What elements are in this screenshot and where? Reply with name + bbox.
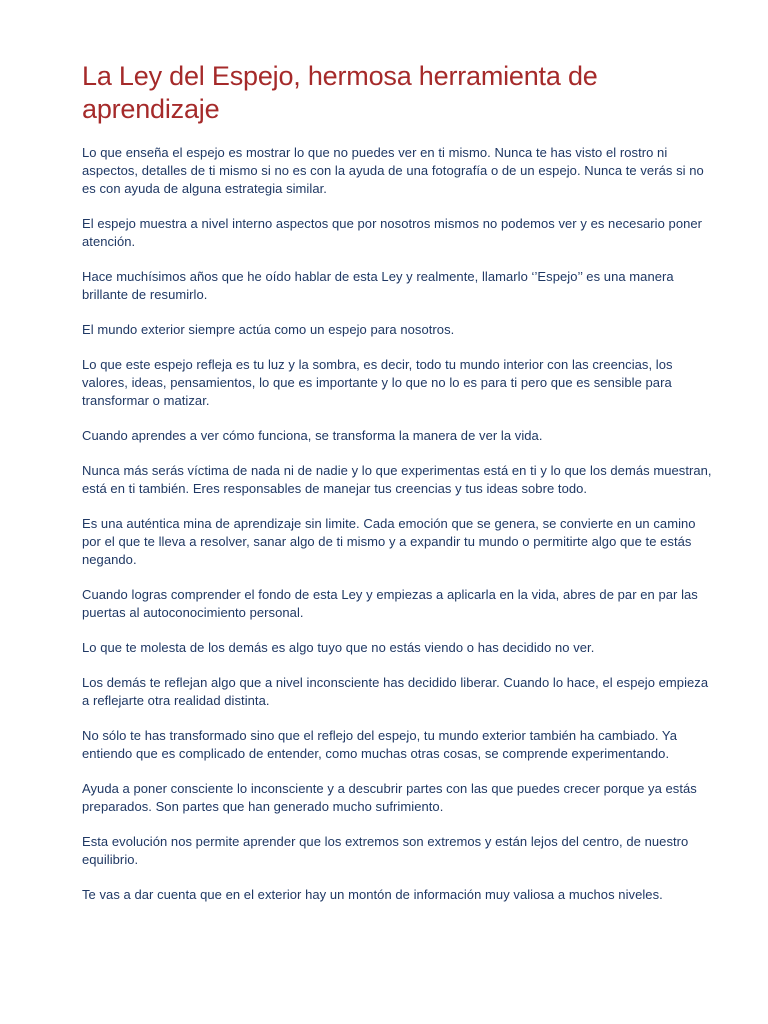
- paragraph: Esta evolución nos permite aprender que los extremos son extremos y están lejos del centro, de nuestro equilibrio.: [82, 834, 689, 867]
- paragraph: Cuando logras comprender el fondo de esta Ley y empiezas a aplicarla en la vida, abres de par en par las puertas al autoconocimiento personal.: [82, 587, 698, 620]
- paragraph: Cuando aprendes a ver cómo funciona, se transforma la manera de ver la vida.: [82, 428, 543, 443]
- paragraph: Lo que este espejo refleja es tu luz y la sombra, es decir, todo tu mundo interior con las creencias, los valores, ideas, pensamientos, lo que es importante y lo que no lo es para ti pero que es sensible para transformar o matizar.: [82, 357, 673, 408]
- paragraph: El mundo exterior siempre actúa como un espejo para nosotros.: [82, 322, 455, 337]
- paragraph: El espejo muestra a nivel interno aspectos que por nosotros mismos no podemos ver y es necesario poner atención.: [82, 216, 703, 249]
- paragraph: Te vas a dar cuenta que en el exterior hay un montón de información muy valiosa a muchos niveles.: [82, 887, 663, 902]
- paragraph: Ayuda a poner consciente lo inconsciente y a descubrir partes con las que puedes crecer porque ya estás preparados. Son partes que han generado mucho sufrimiento.: [82, 781, 697, 814]
- paragraph: Nunca más serás víctima de nada ni de nadie y lo que experimentas está en ti y lo que los demás muestran, está en ti también. Eres responsables de manejar tus creencias y tus ideas sobre todo.: [82, 463, 712, 496]
- document-body: [82, 144, 716, 904]
- paragraph: Hace muchísimos años que he oído hablar de esta Ley y realmente, llamarlo ‘’Espejo’’ es una manera brillante de resumirlo.: [82, 269, 674, 302]
- paragraph: Lo que enseña el espejo es mostrar lo que no puedes ver en ti mismo. Nunca te has visto el rostro ni aspectos, detalles de ti mismo si no es con la ayuda de una fotografía o de un espejo. Nunca te verás si no es con ayuda de alguna estrategia similar.: [82, 145, 704, 196]
- paragraph: Es una auténtica mina de aprendizaje sin limite. Cada emoción que se genera, se convierte en un camino por el que te lleva a resolver, sanar algo de ti mismo y a expandir tu mundo o permitirte algo que te estás negando.: [82, 516, 696, 567]
- paragraph: Los demás te reflejan algo que a nivel inconsciente has decidido liberar. Cuando lo hace, el espejo empieza a reflejarte otra realidad distinta.: [82, 675, 709, 708]
- paragraph: No sólo te has transformado sino que el reflejo del espejo, tu mundo exterior también ha cambiado. Ya entiendo que es complicado de entender, como muchas otras cosas, se comprende experimentando.: [82, 728, 677, 761]
- document-title: La Ley del Espejo, hermosa herramienta de aprendizaje: [82, 61, 598, 124]
- paragraph: Lo que te molesta de los demás es algo tuyo que no estás viendo o has decidido no ver.: [82, 640, 595, 655]
